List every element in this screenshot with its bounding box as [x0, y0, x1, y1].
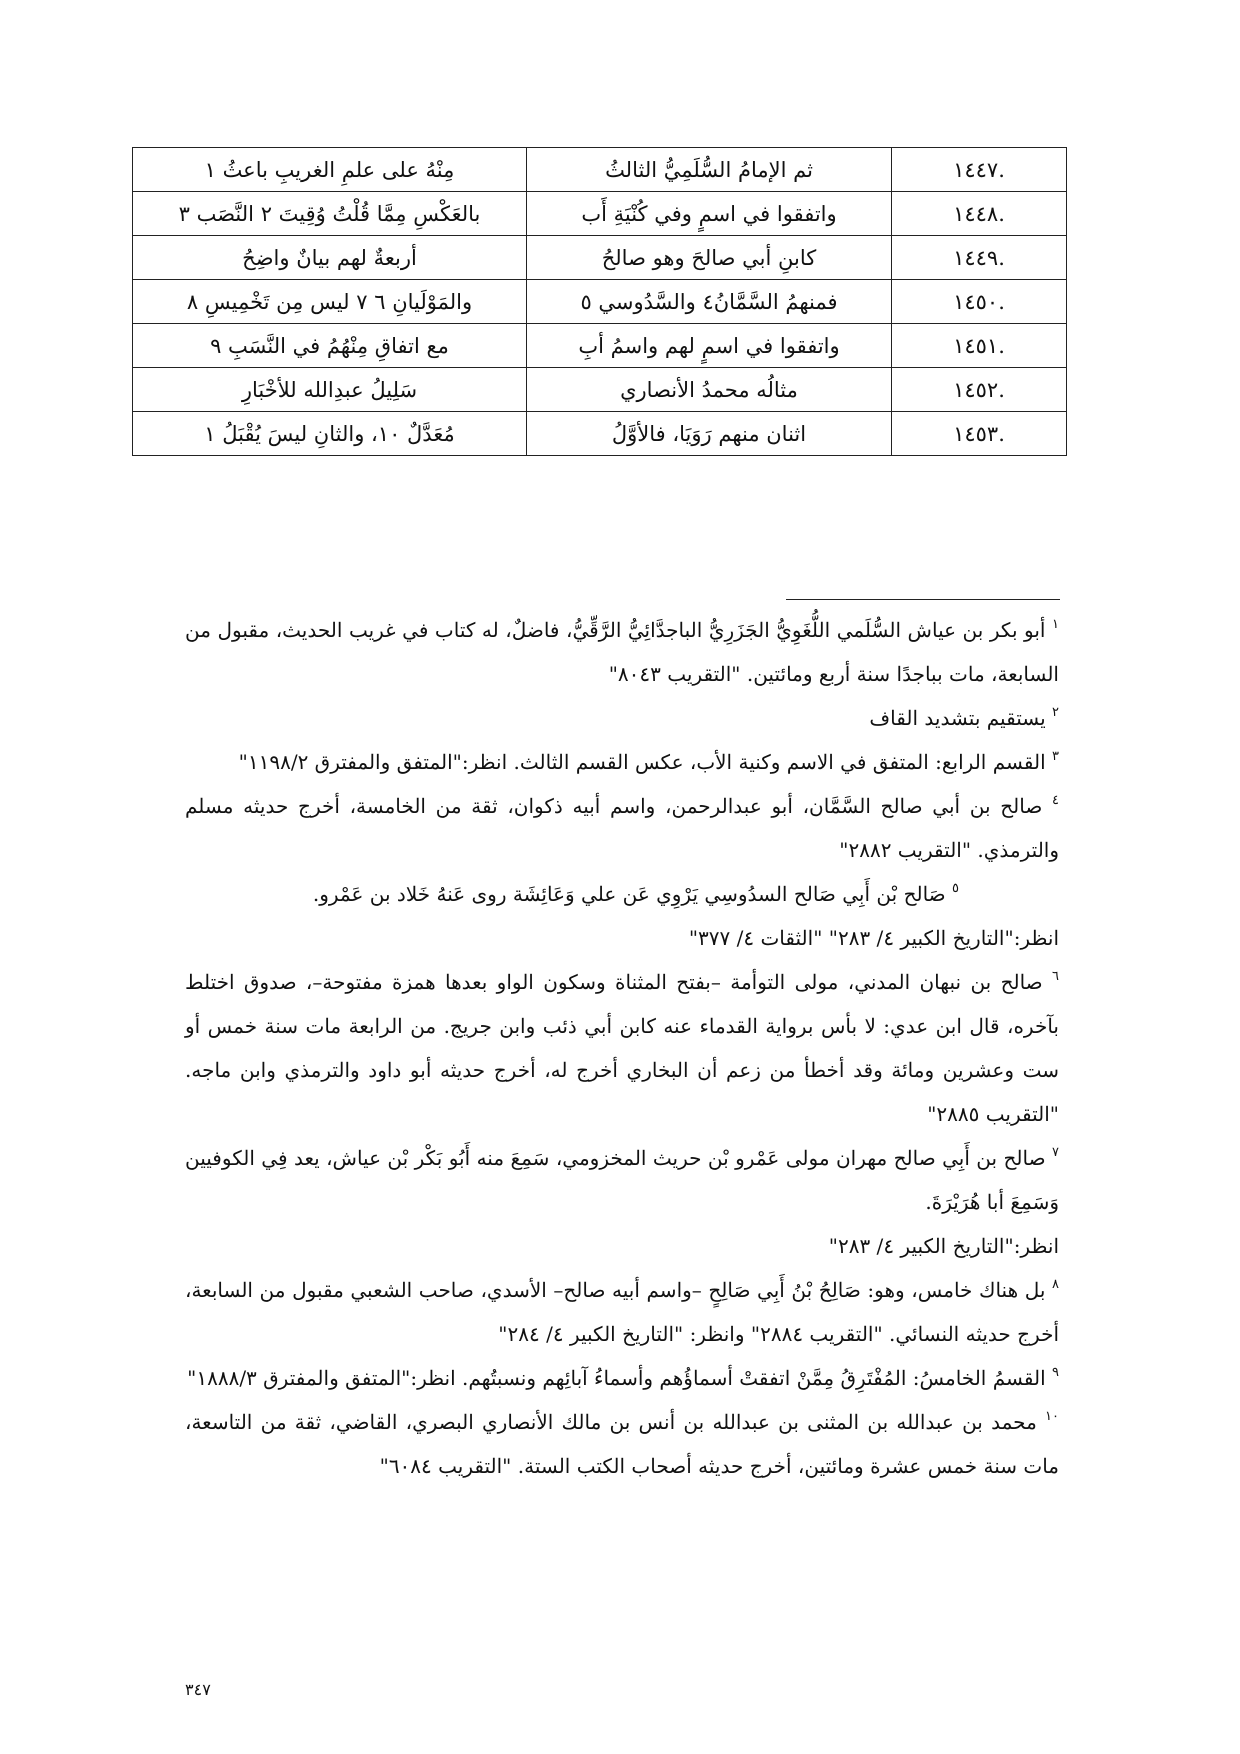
verse-first-hemistich: واتفقوا في اسمٍ لهم واسمُ أبِ — [527, 324, 892, 368]
verse-second-hemistich: مُعَدَّلٌ ١٠، والثانِ ليسَ يُقْبَلُ ١ — [133, 412, 527, 456]
verse-number: .١٤٤٧ — [892, 148, 1067, 192]
verse-first-hemistich: اثنان منهم رَوَيَا، فالأوَّلُ — [527, 412, 892, 456]
footnote-mark: ٣ — [1052, 749, 1059, 764]
verse-first-hemistich: واتفقوا في اسمٍ وفي كُنْيَةِ أَب — [527, 192, 892, 236]
verse-table — [132, 147, 1067, 456]
footnote-7-reference: انظر:"التاريخ الكبير ٤/ ٢٨٣" — [828, 1234, 1059, 1258]
page-number: ٣٤٧ — [185, 1680, 211, 1699]
footnote-10 — [185, 1400, 1059, 1488]
footnote-text: يستقيم بتشديد القاف — [869, 706, 1046, 730]
footnote-mark: ٦ — [1052, 969, 1060, 984]
footnote-text: القسمُ الخامسُ: المُفْتَرِقُ مِمَّنْ اتفقتْ أسماؤُهم وأسماءُ آبائِهم ونسبتُهم. انظر:"المتفق والمفترق ١٨٨٨/٣" — [187, 1366, 1046, 1390]
footnote-text: صالح بن أبي صالح السَّمَّان، أبو عبدالرحمن، واسم أبيه ذكوان، ثقة من الخامسة، أخرج حديثه مسلم والترمذي. "التقريب ٢٨٨٢" — [185, 794, 1059, 862]
footnotes — [185, 608, 1059, 1488]
verse-second-hemistich: مع اتفاقِ مِنْهُمُ في النَّسَبِ ٩ — [133, 324, 527, 368]
verse-number: .١٤٤٨ — [892, 192, 1067, 236]
footnote-mark: ٢ — [1052, 705, 1059, 720]
verse-first-hemistich: ثم الإمامُ السُّلَمِيُّ الثالثُ — [527, 148, 892, 192]
footnote-text: صالح بن أَبِي صالح مهران مولى عَمْرو بْن حريث المخزومي، سَمِعَ منه أَبُو بَكْر بْن عياش، يعد فِي الكوفيين وَسَمِعَ أبا هُرَيْرَةَ. — [185, 1146, 1059, 1214]
footnote-mark: ٧ — [1052, 1145, 1059, 1160]
verse-row — [133, 148, 1067, 192]
footnote-mark: ١ — [1052, 617, 1060, 632]
verse-number: .١٤٥٢ — [892, 368, 1067, 412]
footnote-text: أبو بكر بن عياش السُّلَمي اللُّغَوِيُّ الجَزَرِيُّ الباجدَّائِيُّ الرَّقِّيُّ، فاضلٌ، له كتاب في غريب الحديث، مقبول من السابعة، مات بباجدًا سنة أربع ومائتين. "التقريب ٨٠٤٣" — [185, 618, 1059, 686]
verse-row — [133, 192, 1067, 236]
footnote-4 — [185, 784, 1059, 872]
verse-row — [133, 368, 1067, 412]
footnote-text: صَالح بْن أَبِي صَالح السدُوسِي يَرْوِي عَن علي وَعَائِشَة روى عَنهُ خَلاد بن عَمْرو. — [312, 882, 946, 906]
verse-row — [133, 236, 1067, 280]
footnote-mark: ٥ — [952, 881, 959, 896]
footnote-text: القسم الرابع: المتفق في الاسم وكنية الأب، عكس القسم الثالث. انظر:"المتفق والمفترق ١١٩٨/٢" — [238, 750, 1046, 774]
verse-first-hemistich: مثالُه محمدُ الأنصاري — [527, 368, 892, 412]
footnote-mark: ٩ — [1052, 1365, 1059, 1380]
verse-number: .١٤٤٩ — [892, 236, 1067, 280]
verse-first-hemistich: فمنهمُ السَّمَّانُ٤ والسَّدُوسي ٥ — [527, 280, 892, 324]
footnote-5 — [185, 872, 1059, 916]
verse-row — [133, 280, 1067, 324]
verse-number: .١٤٥٠ — [892, 280, 1067, 324]
verse-second-hemistich: بالعَكْسِ مِمَّا قُلْتُ وُقِيتَ ٢ النَّصَب ٣ — [133, 192, 527, 236]
footnote-2 — [185, 696, 1059, 740]
footnote-7 — [185, 1136, 1059, 1224]
footnote-1 — [185, 608, 1059, 696]
verse-second-hemistich: والمَوْلَيانِ ٦ ٧ ليس مِن تَخْمِيسِ ٨ — [133, 280, 527, 324]
footnote-8 — [185, 1268, 1059, 1356]
verse-number: .١٤٥١ — [892, 324, 1067, 368]
footnote-mark: ٤ — [1052, 793, 1060, 808]
footnote-mark: ١٠ — [1045, 1409, 1060, 1424]
verse-second-hemistich: مِنْهُ على علمِ الغريبِ باعثُ ١ — [133, 148, 527, 192]
verse-row — [133, 324, 1067, 368]
verse-second-hemistich: أربعةٌ لهم بيانٌ واضِحُ — [133, 236, 527, 280]
verse-second-hemistich: سَلِيلُ عبدِالله للأخْبَارِ — [133, 368, 527, 412]
footnote-text: صالح بن نبهان المدني، مولى التوأمة –بفتح المثناة وسكون الواو بعدها همزة مفتوحة–، صدوق اختلط بآخره، قال ابن عدي: لا بأس برواية القدماء عنه كابن أبي ذئب وابن جريج. من الرابعة مات سنة خمس أو ست وعشرين ومائة وقد أخطأ من زعم أن البخاري أخرج له، أخرج حديثه أبو داود والترمذي وابن ماجه. "التقريب ٢٨٨٥" — [185, 970, 1059, 1126]
footnote-text: محمد بن عبدالله بن المثنى بن عبدالله بن أنس بن مالك الأنصاري البصري، القاضي، ثقة من التاسعة، مات سنة خمس عشرة ومائتين، أخرج حديثه أصحاب الكتب الستة. "التقريب ٦٠٨٤" — [185, 1410, 1059, 1478]
footnote-3 — [185, 740, 1059, 784]
verse-row — [133, 412, 1067, 456]
footnote-separator — [786, 599, 1060, 600]
footnote-text: بل هناك خامس، وهو: صَالِحُ بْنُ أَبِي صَالِحٍ –واسم أبيه صالح– الأسدي، صاحب الشعبي مقبول من السابعة، أخرج حديثه النسائي. "التقريب ٢٨٨٤" وانظر: "التاريخ الكبير ٤/ ٢٨٤" — [185, 1278, 1059, 1346]
footnote-mark: ٨ — [1052, 1277, 1060, 1292]
footnote-6 — [185, 960, 1059, 1136]
footnote-9 — [185, 1356, 1059, 1400]
verse-first-hemistich: كابنِ أبي صالحَ وهو صالحُ — [527, 236, 892, 280]
verse-number: .١٤٥٣ — [892, 412, 1067, 456]
footnote-5-reference: انظر:"التاريخ الكبير ٤/ ٢٨٣" "الثقات ٤/ ٣٧٧" — [688, 926, 1059, 950]
